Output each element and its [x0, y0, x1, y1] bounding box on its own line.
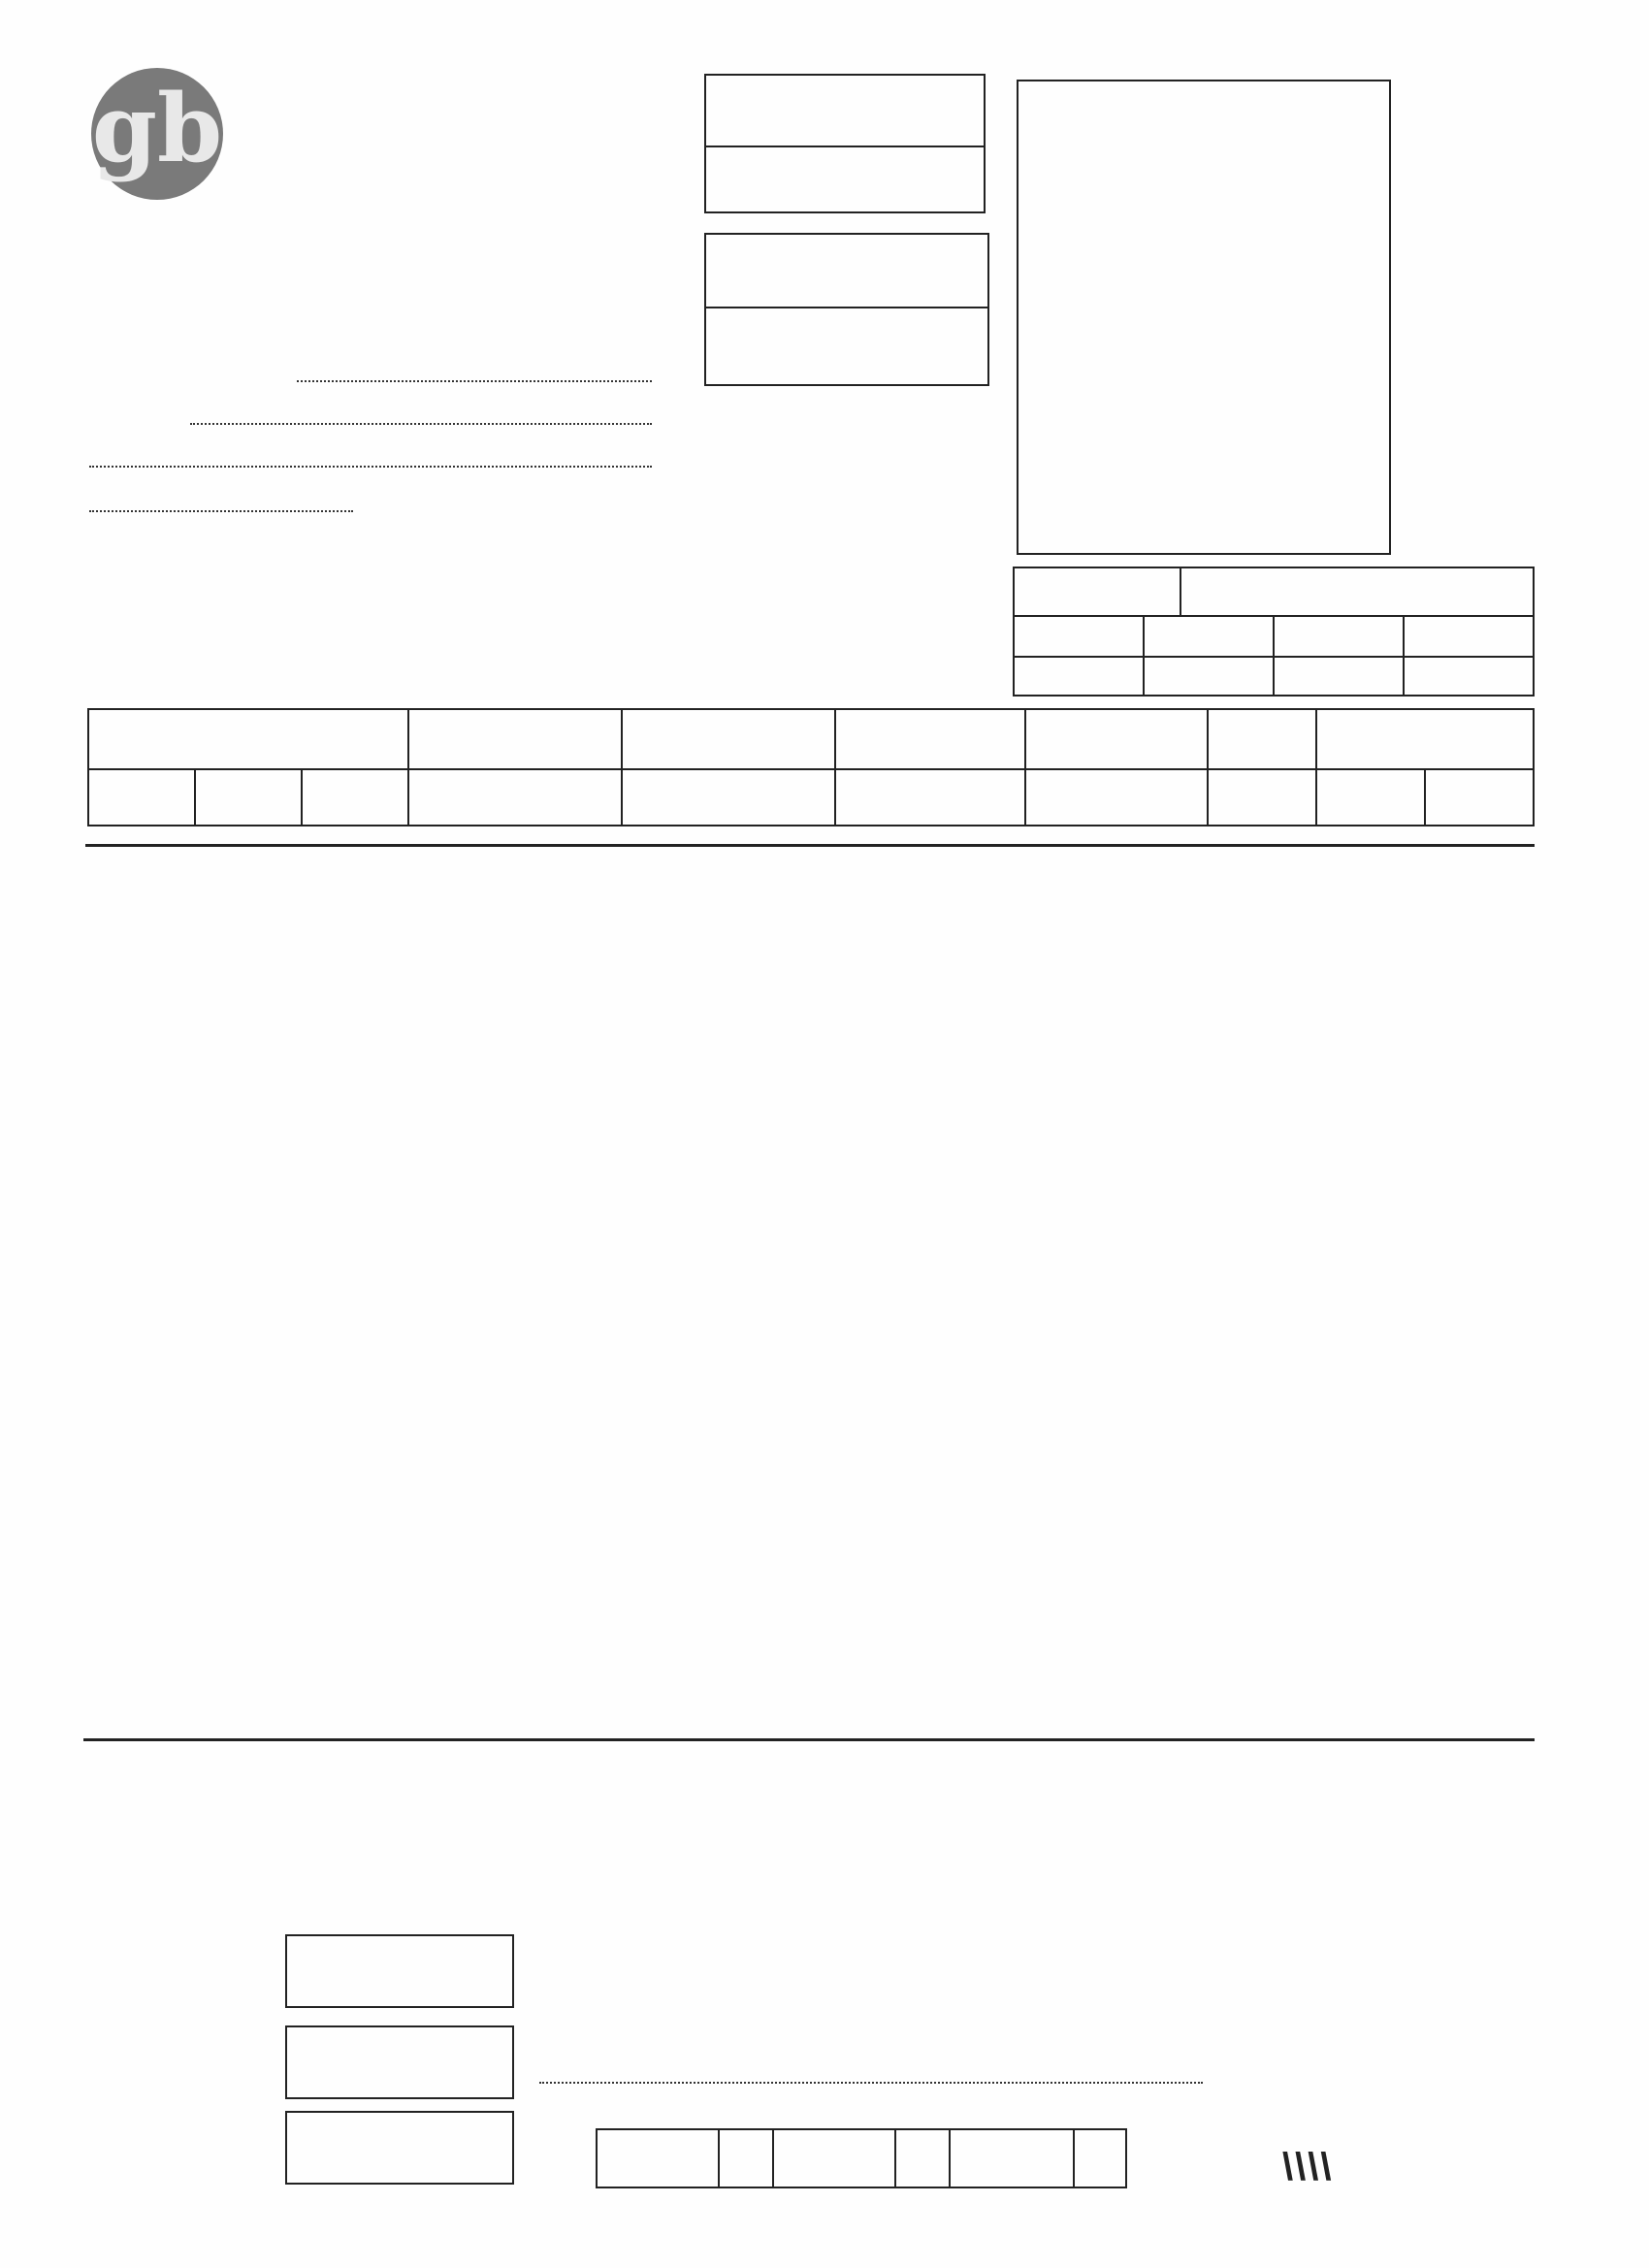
payment-methods: [596, 2128, 1127, 2188]
date-box: [704, 74, 986, 213]
total-price-box[interactable]: [285, 1934, 514, 2008]
special-instructions-box: [1017, 80, 1391, 555]
measured-by-box: [704, 233, 989, 386]
items-table: [85, 844, 1535, 1736]
bbsa-slash-icon: \\\\: [1282, 2146, 1334, 2188]
fitted-by-box: [1013, 567, 1535, 697]
company-logo: [89, 66, 225, 202]
deposit-box[interactable]: [285, 2025, 514, 2099]
balance-box[interactable]: [285, 2111, 514, 2185]
options-strip: [87, 708, 1535, 826]
bbsa-logo: [1282, 2138, 1333, 2190]
signature-line[interactable]: [539, 2082, 1203, 2084]
logo-icon: [89, 66, 225, 202]
svg-text:gb: gb: [91, 74, 223, 183]
